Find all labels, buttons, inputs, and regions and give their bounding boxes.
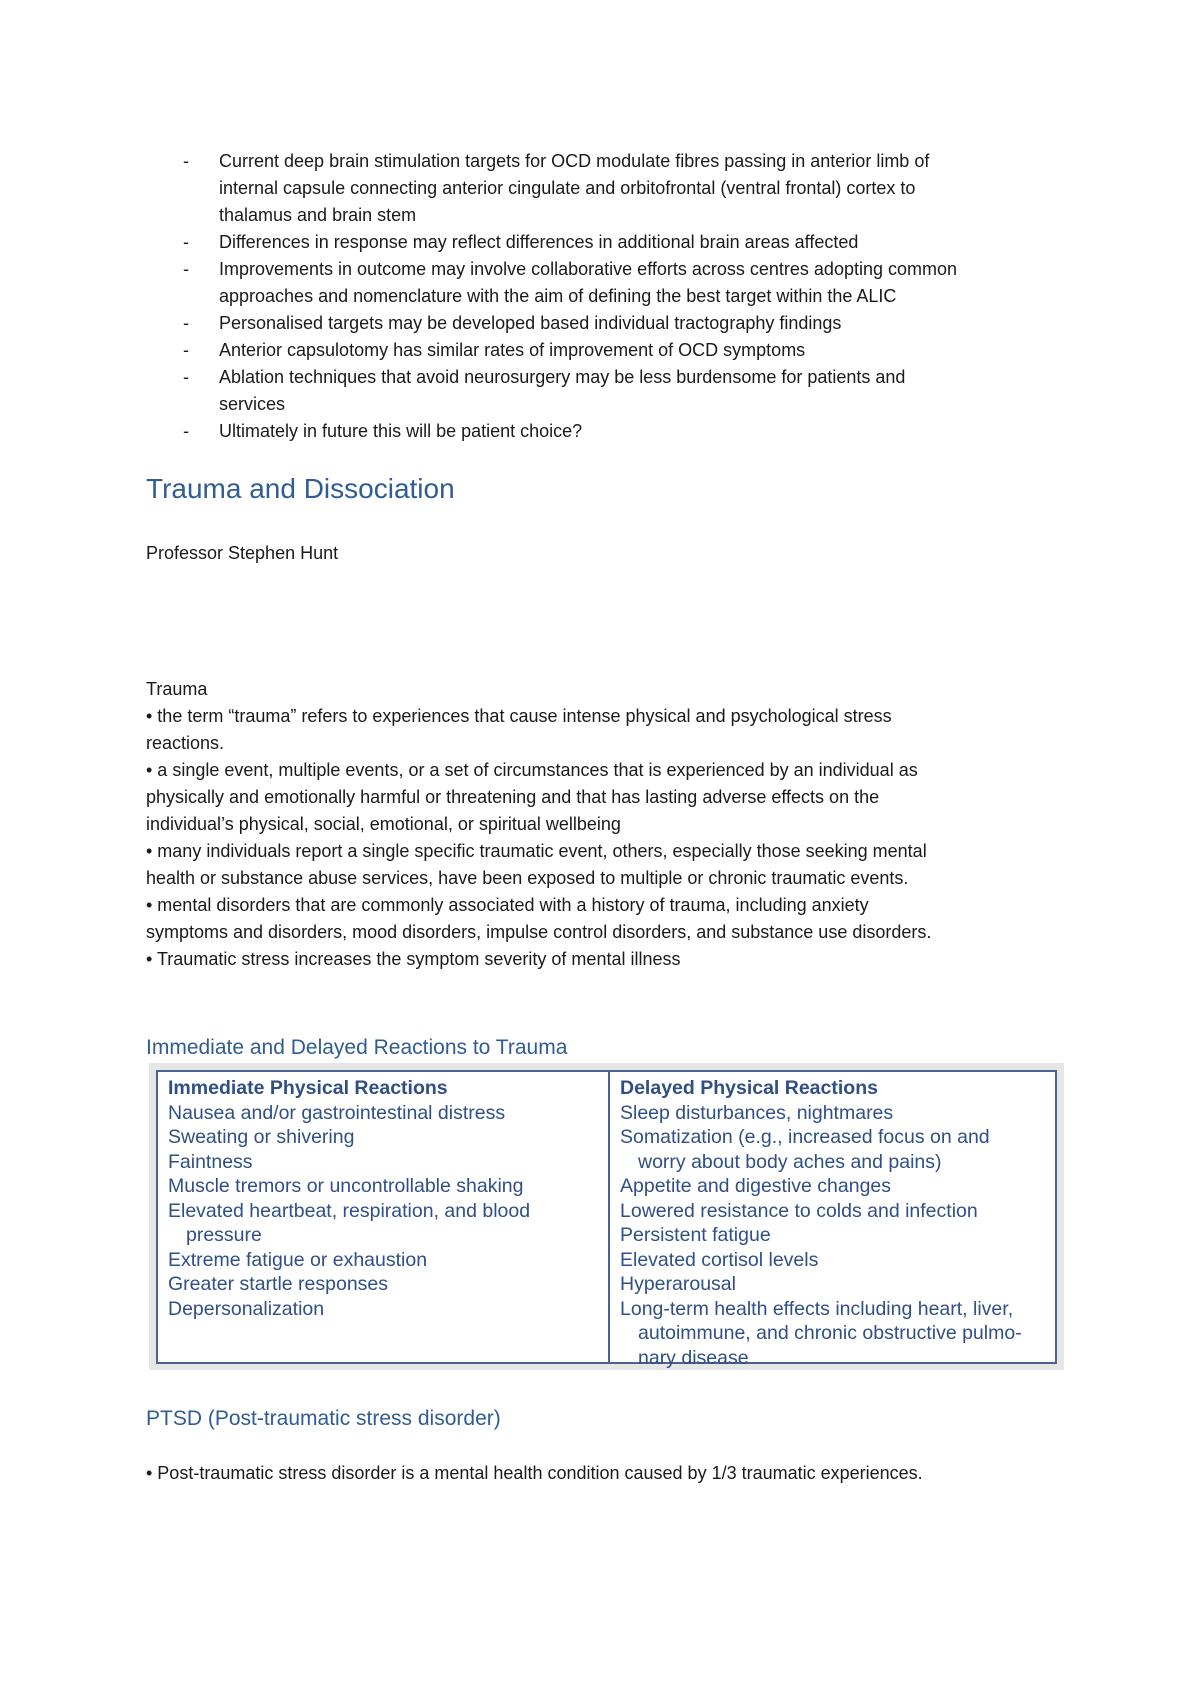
list-item — [183, 337, 1083, 364]
delayed-reactions-column — [610, 1072, 1055, 1369]
table-cell-line: Depersonalization — [168, 1297, 325, 1320]
paragraph-line: health or substance abuse services, have been exposed to multiple or chronic traumatic events. — [146, 868, 909, 888]
list-item-line: approaches and nomenclature with the aim of defining the best target within the ALIC — [219, 286, 897, 306]
table-cell-line: Hyperarousal — [620, 1273, 736, 1295]
list-item-line: thalamus and brain stem — [219, 205, 417, 225]
section-heading-reactions: Immediate and Delayed Reactions to Trauma — [146, 1036, 568, 1059]
dash-marker: - — [183, 259, 189, 279]
trauma-title: Trauma — [146, 679, 208, 699]
paragraph-line: • the term “trauma” refers to experiences that cause intense physical and psychological stress — [146, 706, 892, 726]
table-cell-line: Sweating or shivering — [168, 1126, 355, 1148]
paragraph-line: symptoms and disorders, mood disorders, impulse control disorders, and substance use disorders. — [146, 922, 932, 942]
author-name: Professor Stephen Hunt — [146, 543, 339, 563]
table-cell-line: Somatization (e.g., increased focus on and — [620, 1126, 990, 1148]
dash-marker: - — [183, 340, 189, 360]
table-cell-line: worry about body aches and pains) — [638, 1150, 942, 1173]
paragraph-line: • mental disorders that are commonly associated with a history of trauma, including anxiety — [146, 895, 869, 915]
table-cell-line: Extreme fatigue or exhaustion — [168, 1248, 428, 1271]
table-cell-line: Sleep disturbances, nightmares — [620, 1101, 894, 1124]
list-item — [183, 418, 1083, 445]
list-item — [183, 310, 1083, 337]
immediate-reactions-column — [158, 1072, 610, 1362]
trauma-section — [146, 676, 1066, 973]
paragraph-line: • a single event, multiple events, or a set of circumstances that is experienced by an individual as — [146, 760, 918, 780]
column-header: Delayed Physical Reactions — [620, 1077, 878, 1099]
table-cell-line: Elevated heartbeat, respiration, and blood — [168, 1199, 531, 1222]
table-cell-line: autoimmune, and chronic obstructive pulmo- — [638, 1322, 1022, 1344]
paragraph-line: • many individuals report a single specific traumatic event, others, especially those seeking mental — [146, 841, 927, 861]
list-item — [183, 256, 1083, 310]
table-cell-line: Elevated cortisol levels — [620, 1248, 819, 1271]
list-item-line: internal capsule connecting anterior cingulate and orbitofrontal (ventral frontal) cortex to — [219, 178, 916, 198]
list-item — [183, 229, 1083, 256]
list-item-line: Personalised targets may be developed based individual tractography findings — [219, 313, 842, 333]
reactions-table — [156, 1070, 1057, 1369]
dash-marker: - — [183, 232, 189, 252]
list-item-line: Differences in response may reflect differences in additional brain areas affected — [219, 232, 859, 252]
list-item-line: Improvements in outcome may involve collaborative efforts across centres adopting common — [219, 259, 958, 279]
paragraph-line: • Traumatic stress increases the symptom severity of mental illness — [146, 949, 681, 969]
table-cell-line: Nausea and/or gastrointestinal distress — [168, 1101, 506, 1124]
table-cell-line: Persistent fatigue — [620, 1224, 771, 1246]
dash-marker: - — [183, 421, 189, 441]
list-item-line: Ultimately in future this will be patient choice? — [219, 421, 583, 441]
list-item — [183, 148, 1083, 229]
ptsd-paragraph: • Post-traumatic stress disorder is a mental health condition caused by 1/3 traumatic experiences. — [146, 1463, 923, 1483]
dash-marker: - — [183, 367, 189, 387]
table-cell-line: Long-term health effects including heart, liver, — [620, 1297, 1014, 1320]
section-heading-trauma: Trauma and Dissociation — [146, 473, 455, 504]
dash-marker: - — [183, 151, 189, 171]
table-cell-line: nary disease — [638, 1346, 749, 1369]
list-item-line: Current deep brain stimulation targets for OCD modulate fibres passing in anterior limb of — [219, 151, 930, 171]
section-heading-ptsd: PTSD (Post-traumatic stress disorder) — [146, 1407, 501, 1430]
dash-bullet-list — [183, 148, 1083, 445]
table-cell-line: Appetite and digestive changes — [620, 1175, 892, 1197]
paragraph-line: physically and emotionally harmful or threatening and that has lasting adverse effects on the — [146, 787, 880, 807]
table-cell-line: Faintness — [168, 1150, 253, 1173]
paragraph-line: individual’s physical, social, emotional, or spiritual wellbeing — [146, 814, 621, 834]
dash-marker: - — [183, 313, 189, 333]
table-cell-line: pressure — [186, 1224, 262, 1246]
list-item — [183, 364, 1083, 418]
list-item-line: Ablation techniques that avoid neurosurgery may be less burdensome for patients and — [219, 367, 906, 387]
table-cell-line: Lowered resistance to colds and infection — [620, 1199, 978, 1222]
table-cell-line: Muscle tremors or uncontrollable shaking — [168, 1175, 524, 1197]
paragraph-line: reactions. — [146, 733, 225, 753]
list-item-line: services — [219, 394, 286, 414]
column-header: Immediate Physical Reactions — [168, 1077, 448, 1099]
reactions-table-figure — [149, 1063, 1064, 1370]
table-cell-line: Greater startle responses — [168, 1273, 389, 1295]
list-item-line: Anterior capsulotomy has similar rates of improvement of OCD symptoms — [219, 340, 806, 360]
